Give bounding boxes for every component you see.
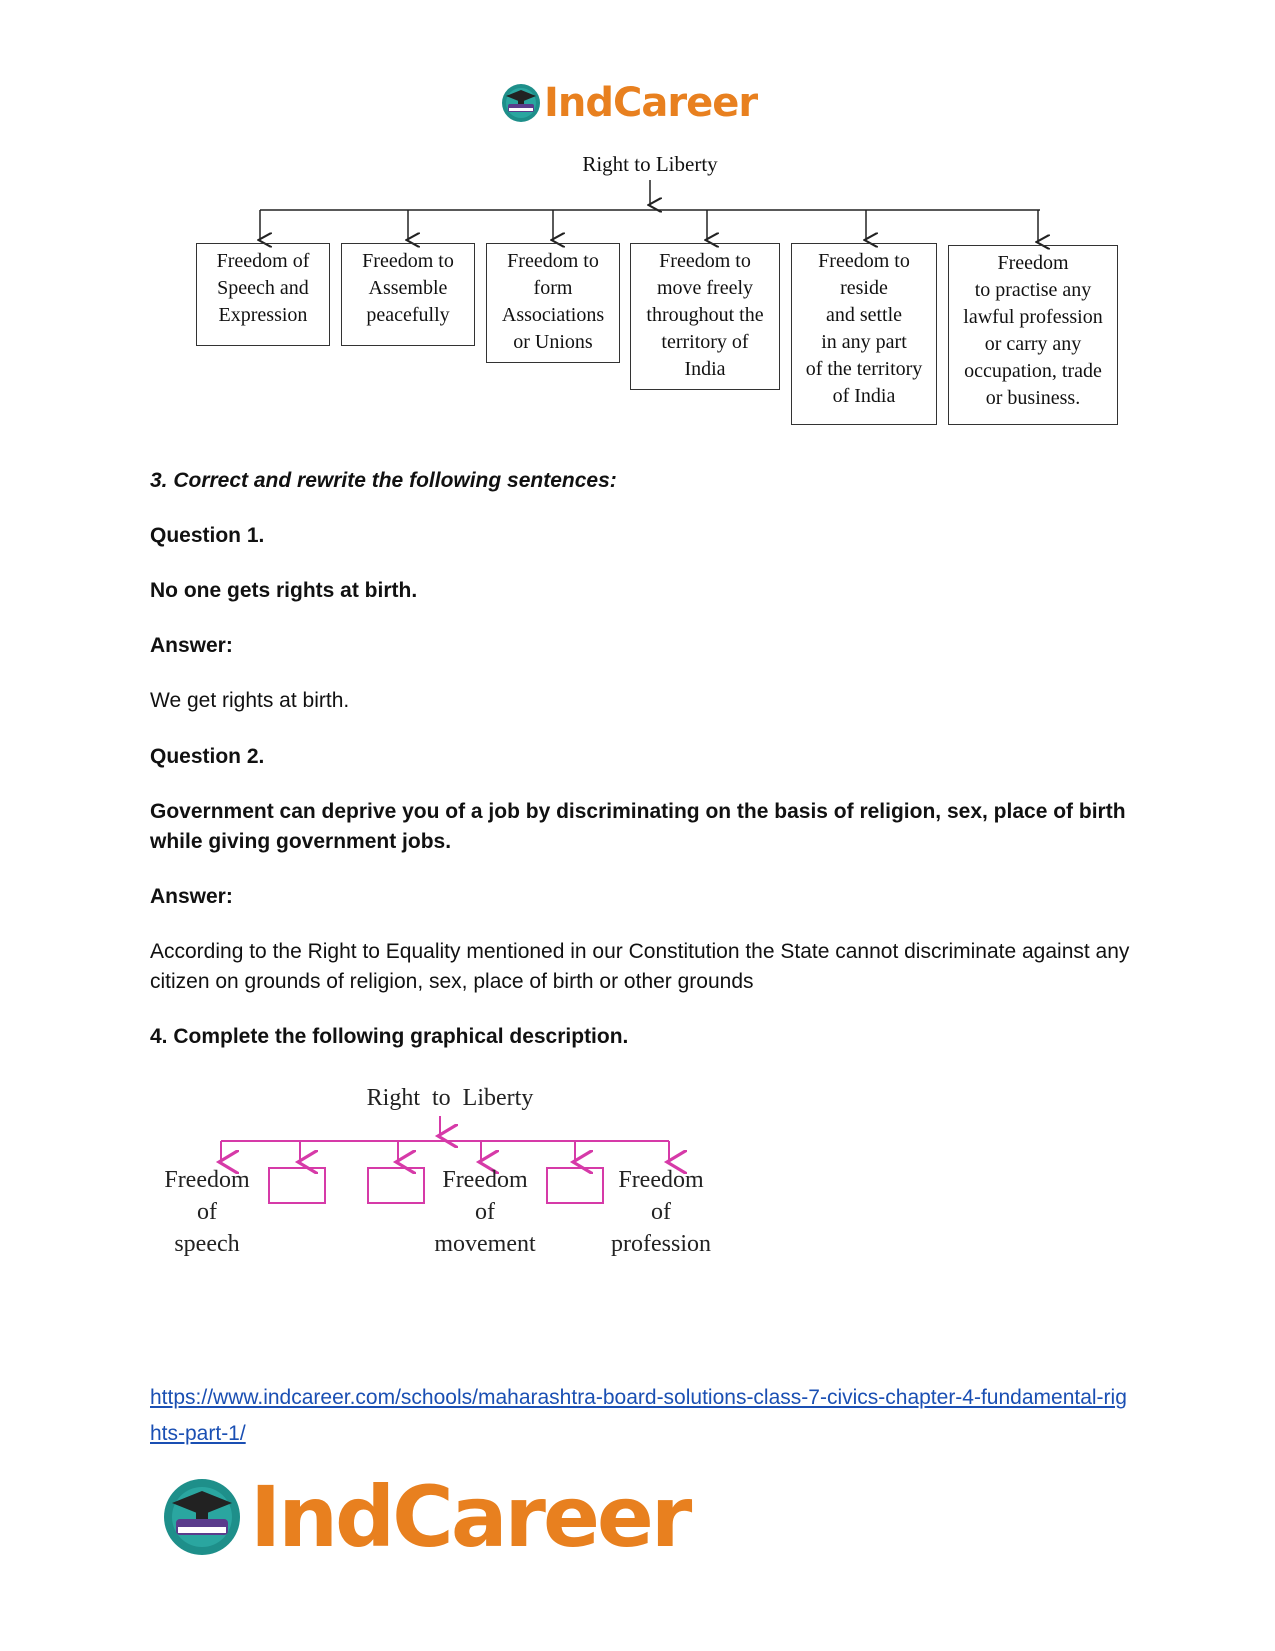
label-line: profession <box>611 1231 711 1257</box>
label-line: of <box>651 1199 671 1225</box>
box-line: Freedom to <box>507 250 599 272</box>
box-reside <box>791 243 937 425</box>
question1-text: No one gets rights at birth. <box>150 579 418 602</box>
logo-bottom <box>160 1468 689 1566</box>
label-freedom-movement <box>415 1164 555 1260</box>
box-line: move freely <box>656 277 754 299</box>
answer2-text: According to the Right to Equality mentioned in our Constitution the State cannot discriminate against any citizen on grounds of religion, sex, place of birth or other grounds <box>150 940 1130 993</box>
box-line: territory of <box>661 331 749 353</box>
label-line: of <box>475 1199 495 1225</box>
section3-heading: 3. Correct and rewrite the following sentences: <box>150 469 617 492</box>
label-line: Freedom <box>442 1167 528 1193</box>
question1-label: Question 1. <box>150 524 265 547</box>
box-line: Assemble <box>368 277 448 299</box>
answer1-text: We get rights at birth. <box>150 689 350 712</box>
box-profession <box>948 245 1118 425</box>
blank-box-1 <box>269 1168 325 1203</box>
box-movement <box>630 243 780 390</box>
box-line: reside <box>840 277 888 299</box>
box-line: and settle <box>825 304 903 326</box>
diagram1-title: Right to Liberty <box>582 152 718 176</box>
box-line: Freedom to <box>362 250 454 272</box>
label-line: Freedom <box>618 1167 704 1193</box>
box-line: India <box>684 358 726 380</box>
box-line: of the territory <box>805 358 923 380</box>
box-line: Expression <box>218 304 308 326</box>
box-line: Associations <box>501 304 605 326</box>
label-freedom-speech <box>137 1164 277 1260</box>
box-line: in any part <box>821 331 907 353</box>
box-line: Freedom to <box>659 250 751 272</box>
box-line: throughout the <box>646 304 764 326</box>
source-link[interactable]: https://www.indcareer.com/schools/maharashtra-board-solutions-class-7-civics-chapter-4-fundamental-rights-part-1/ <box>150 1386 1127 1445</box>
box-line: Speech and <box>217 277 309 299</box>
box-line: Freedom of <box>216 250 310 272</box>
section4-heading: 4. Complete the following graphical description. <box>150 1025 629 1048</box>
label-freedom-profession <box>591 1164 731 1260</box>
box-line: or business. <box>985 387 1081 409</box>
diagram2-title: Right to Liberty <box>366 1085 534 1111</box>
box-line: or carry any <box>984 333 1082 355</box>
label-line: movement <box>434 1231 536 1257</box>
box-line: peacefully <box>366 304 450 326</box>
question2-text: Government can deprive you of a job by discriminating on the basis of religion, sex, place of birth while giving government jobs. <box>150 800 1126 853</box>
box-line: Freedom <box>997 252 1069 274</box>
brand-name: IndCareer <box>250 1468 690 1566</box>
box-line: Freedom to <box>818 250 910 272</box>
brand-name: IndCareer <box>544 80 758 126</box>
answer2-label: Answer: <box>150 885 233 908</box>
label-line: Freedom <box>164 1167 250 1193</box>
box-line: lawful profession <box>963 306 1103 328</box>
box-line: to practise any <box>974 279 1092 301</box>
graduation-book-icon <box>160 1475 244 1559</box>
box-line: occupation, trade <box>964 360 1102 382</box>
label-line: of <box>197 1199 217 1225</box>
box-speech <box>196 243 330 346</box>
box-assemble <box>341 243 475 346</box>
box-line: or Unions <box>513 331 593 353</box>
box-line: form <box>533 277 573 299</box>
answer1-label: Answer: <box>150 634 233 657</box>
box-associations <box>486 243 620 363</box>
box-line: of India <box>832 385 896 407</box>
label-line: speech <box>174 1231 240 1257</box>
question2-label: Question 2. <box>150 745 265 768</box>
right-to-liberty-diagram <box>0 0 1275 440</box>
